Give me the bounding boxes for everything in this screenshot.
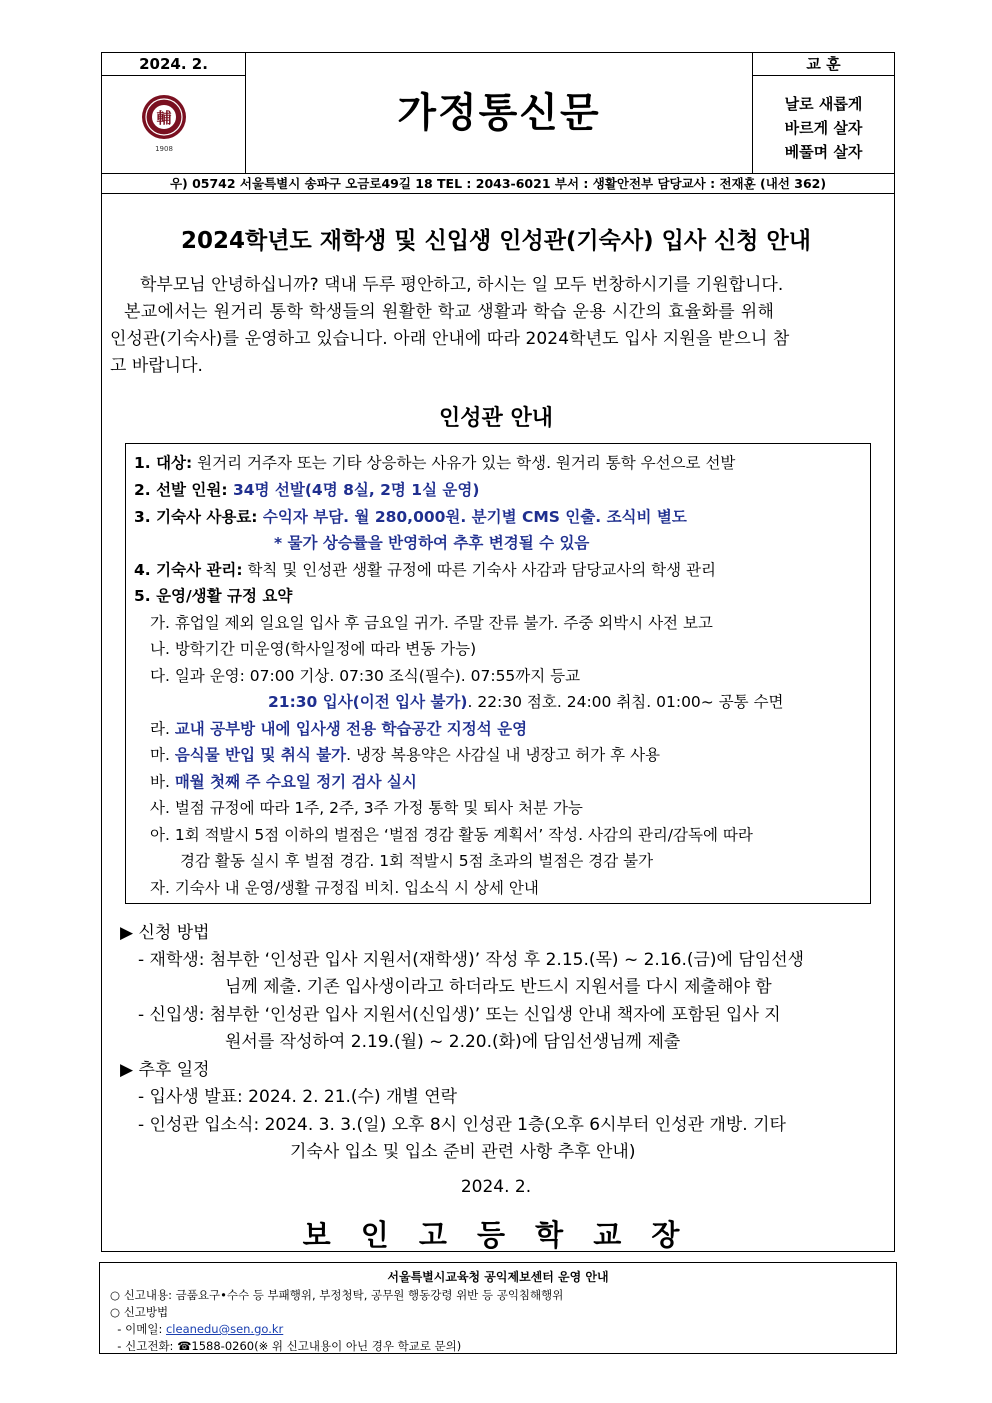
- guide-item-capacity: 2. 선발 인원: 34명 선발(4명 8실, 2명 1실 운영): [134, 481, 480, 499]
- apply-title: ▶ 신청 방법: [120, 923, 210, 943]
- notice-line: - 이메일: cleanedu@sen.go.kr: [110, 1322, 284, 1336]
- report-email-link[interactable]: cleanedu@sen.go.kr: [165, 1322, 284, 1336]
- report-center-notice: [99, 1262, 897, 1354]
- rule-ja: 자. 기숙사 내 운영/생활 규정집 비치. 입소식 시 상세 안내: [150, 879, 539, 897]
- rule-da-cont: 21:30 입사(이전 입사 불가). 22:30 점호. 24:00 취침. 01:00~ 공통 수면: [268, 693, 784, 711]
- closing-date: 2024. 2.: [460, 1177, 532, 1197]
- notice-line: ○ 신고내용: 금품요구•수수 등 부패행위, 부정청탁, 공무원 행동강령 위반 등 공익침해행위: [110, 1288, 564, 1302]
- header-table: [101, 52, 895, 194]
- guide-box: [125, 443, 871, 904]
- rule-na: 나. 방학기간 미운영(학사일정에 따라 변동 가능): [150, 640, 477, 658]
- school-seal-icon: [140, 91, 204, 161]
- guide-item-fee: 3. 기숙사 사용료: 수익자 부담. 월 280,000원. 분기별 CMS 인출. 조식비 별도: [134, 508, 687, 526]
- newsletter-title: 가정통신문: [397, 90, 601, 136]
- motto-cell: [752, 53, 894, 173]
- rule-da: 다. 일과 운영: 07:00 기상. 07:30 조식(필수). 07:55까지 등교: [150, 667, 581, 685]
- guide-fee-note: * 물가 상승률을 반영하여 추후 변경될 수 있음: [274, 534, 590, 552]
- motto-line: 날로 새롭게: [784, 95, 863, 113]
- header-left-cell: [102, 53, 246, 173]
- schedule-title: ▶ 추후 일정: [120, 1060, 210, 1080]
- rule-ga: 가. 휴업일 제외 일요일 입사 후 금요일 귀가. 주말 잔류 불가. 주중 외박시 사전 보고: [150, 614, 713, 632]
- schedule-ceremony-cont: 기숙사 입소 및 입소 준비 관련 사항 추후 안내): [290, 1142, 636, 1162]
- notice-line: - 신고전화: ☎1588-0260(※ 위 신고내용이 아닌 경우 학교로 문의): [110, 1339, 462, 1353]
- guide-item-management: 4. 기숙사 관리: 학칙 및 인성관 생활 규정에 따른 기숙사 사감과 담당교사의 학생 관리: [134, 561, 716, 579]
- rule-sa: 사. 벌점 규정에 따라 1주, 2주, 3주 가정 통학 및 퇴사 처분 가능: [150, 799, 583, 817]
- page-heading: 2024학년도 재학생 및 신입생 인성관(기숙사) 입사 신청 안내: [181, 228, 811, 254]
- guide-item-rules: 5. 운영/생활 규정 요약: [134, 587, 293, 605]
- schedule-ceremony: - 인성관 입소식: 2024. 3. 3.(일) 오후 8시 인성관 1층(오후 6시부터 인성관 개방. 기타: [138, 1115, 786, 1135]
- apply-current: - 재학생: 첨부한 ‘인성관 입사 지원서(재학생)’ 작성 후 2.15.(목) ~ 2.16.(금)에 담임선생: [138, 950, 805, 970]
- motto-line: 베풀며 살자: [784, 143, 863, 161]
- intro-line: 인성관(기숙사)를 운영하고 있습니다. 아래 안내에 따라 2024학년도 입사 지원을 받으니 참: [110, 329, 790, 349]
- rule-ba: 바. 매월 첫째 주 수요일 정기 검사 실시: [150, 773, 417, 791]
- issue-date: 2024. 2.: [102, 53, 245, 76]
- guide-item-target: 1. 대상: 원거리 거주자 또는 기타 상응하는 사유가 있는 학생. 원거리 통학 우선으로 선발: [134, 454, 736, 472]
- seal-char: 輔: [156, 109, 172, 127]
- motto-title: 교 훈: [753, 53, 894, 76]
- seal-year: 1908: [155, 145, 173, 153]
- notice-line: ○ 신고방법: [110, 1305, 169, 1319]
- schedule-announce: - 입사생 발표: 2024. 2. 21.(수) 개별 연락: [138, 1087, 458, 1107]
- apply-new: - 신입생: 첨부한 ‘인성관 입사 지원서(신입생)’ 또는 신입생 안내 책자에 포함된 입사 지: [138, 1005, 781, 1025]
- rule-ra: 라. 교내 공부방 내에 입사생 전용 학습공간 지정석 운영: [150, 720, 528, 738]
- signature: 보 인 고 등 학 교 장: [302, 1218, 690, 1252]
- motto-line: 바르게 살자: [784, 119, 863, 137]
- rule-ma: 마. 음식물 반입 및 취식 불가. 냉장 복용약은 사감실 내 냉장고 허가 후 사용: [150, 746, 661, 764]
- rule-a-cont: 경감 활동 실시 후 벌점 경감. 1회 적발시 5점 초과의 벌점은 경감 불가: [180, 852, 654, 870]
- intro-line: 학부모님 안녕하십니까? 댁내 두루 평안하고, 하시는 일 모두 번창하시기를 기원합니다.: [140, 275, 784, 295]
- school-address: 우) 05742 서울특별시 송파구 오금로49길 18 TEL : 2043-6021 부서 : 생활안전부 담당교사 : 전재훈 (내선 362): [102, 173, 894, 194]
- notice-title: 서울특별시교육청 공익제보센터 운영 안내: [387, 1270, 609, 1284]
- apply-new-cont: 원서를 작성하여 2.19.(월) ~ 2.20.(화)에 담임선생님께 제출: [225, 1032, 681, 1052]
- apply-current-cont: 님께 제출. 기존 입사생이라고 하더라도 반드시 지원서를 다시 제출해야 함: [225, 977, 772, 997]
- motto-lines: [753, 76, 894, 164]
- intro-line: 본교에서는 원거리 통학 학생들의 원활한 학교 생활과 학습 운용 시간의 효율화를 위해: [124, 302, 775, 322]
- rule-a: 아. 1회 적발시 5점 이하의 벌점은 ‘벌점 경감 활동 계획서’ 작성. 사감의 관리/감독에 따라: [150, 826, 753, 844]
- intro-line: 고 바랍니다.: [110, 356, 203, 376]
- guide-title: 인성관 안내: [439, 406, 553, 431]
